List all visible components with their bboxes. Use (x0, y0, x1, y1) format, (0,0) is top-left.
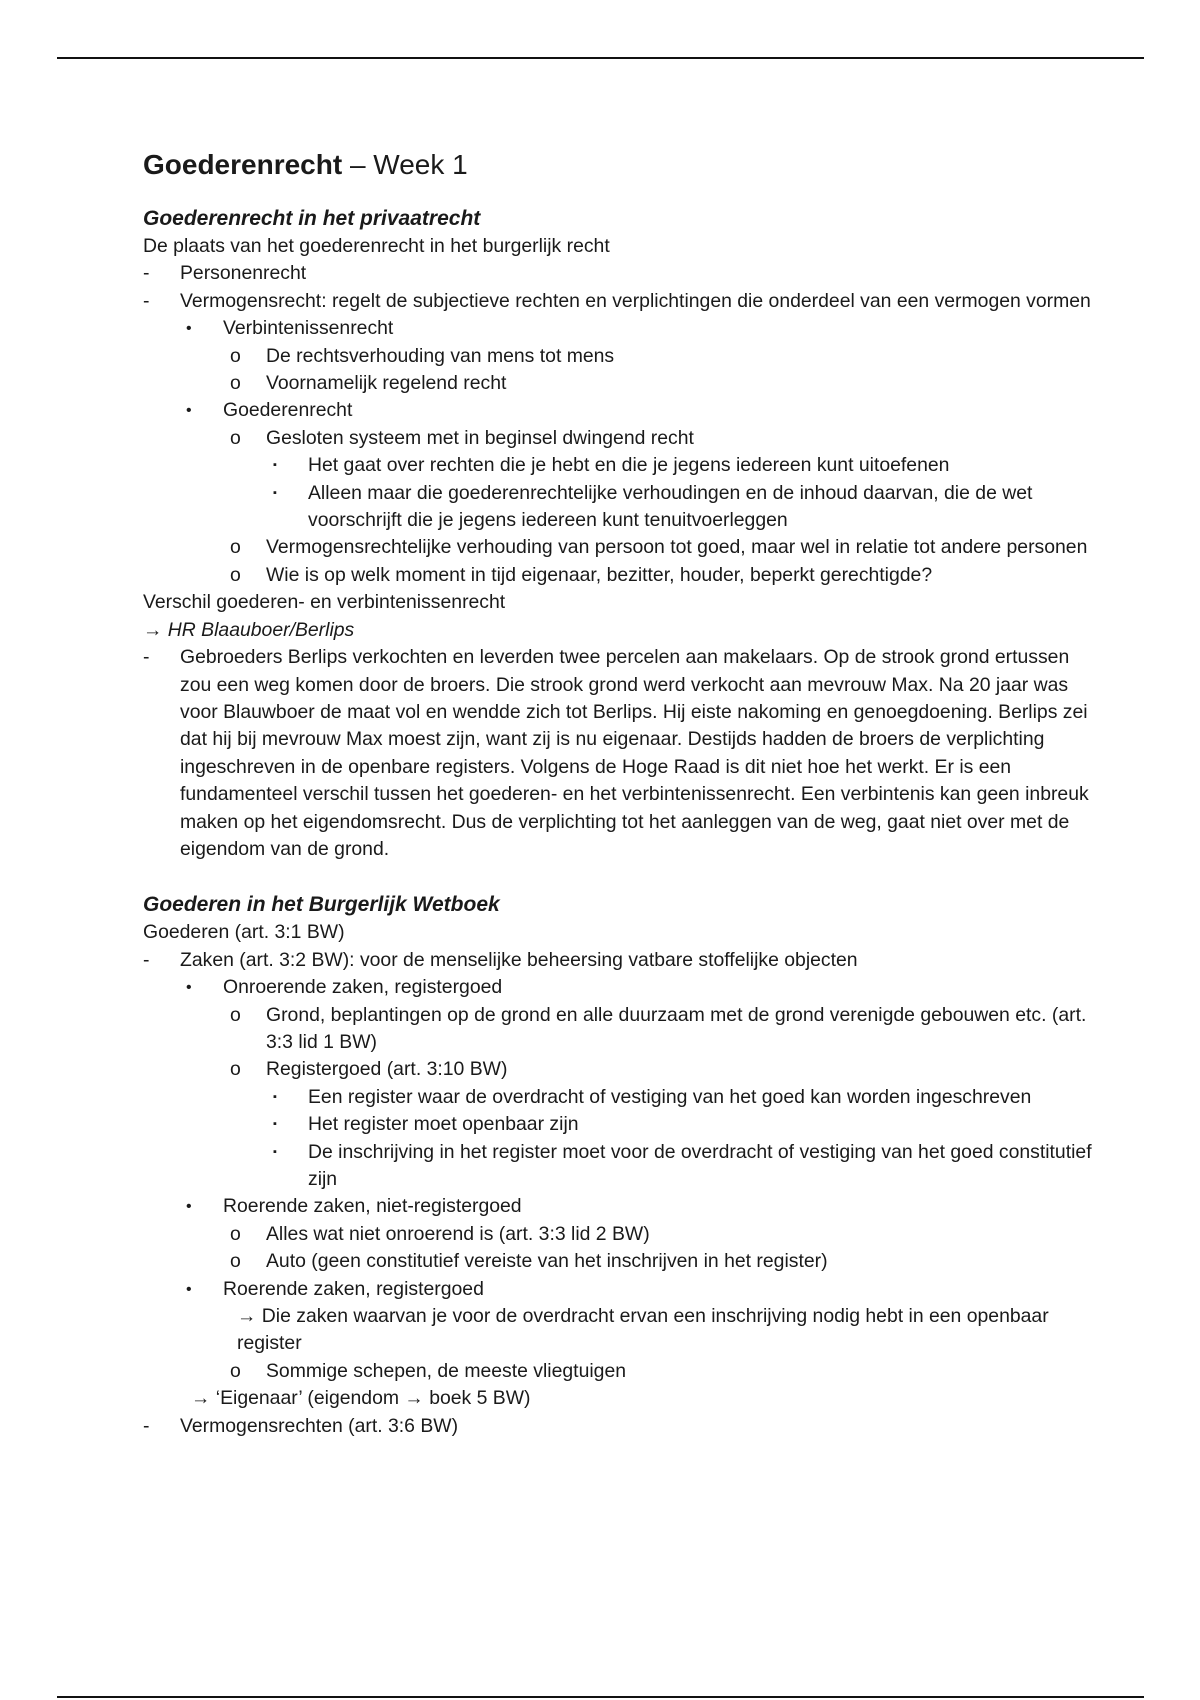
list-item-text: Roerende zaken, niet-registergoed (223, 1195, 522, 1218)
page-title (143, 145, 1103, 185)
bullet-marker: • (186, 979, 192, 997)
list-item-text: Grond, beplantingen op de grond en alle duurzaam met de grond verenigde gebouwen etc. (art. 3:3 lid 1 BW) (266, 1003, 1087, 1053)
circle-marker: o (230, 563, 241, 586)
document-body (143, 145, 1103, 1440)
section-heading: Goederenrecht in het privaatrecht (143, 207, 481, 230)
list-item-text: Het gaat over rechten die je hebt en die je jegens iedereen kunt uitoefenen (308, 454, 950, 477)
list-item (143, 343, 1103, 370)
list-item (143, 947, 1103, 974)
list-item (143, 1248, 1103, 1275)
circle-marker: o (230, 1250, 241, 1273)
square-marker: ▪ (273, 1118, 277, 1131)
list-item-text: Vermogensrecht: regelt de subjectieve rechten en verplichtingen die onderdeel van een vermogen vormen (180, 289, 1091, 312)
list-item (143, 562, 1103, 589)
list-item (143, 1193, 1103, 1220)
list-item-text: Alles wat niet onroerend is (art. 3:3 lid 2 BW) (266, 1222, 650, 1245)
paragraph: De plaats van het goederenrecht in het burgerlijk recht (143, 235, 610, 257)
list-item-text: Alleen maar die goederenrechtelijke verhoudingen en de inhoud daarvan, die de wet voorschrijft die je jegens iedereen kunt tenuitvoerleggen (308, 481, 1033, 532)
header-rule (57, 57, 1144, 59)
list-item-text: De rechtsverhouding van mens tot mens (266, 344, 615, 367)
square-marker: ▪ (273, 486, 277, 499)
paragraph: Goederen (art. 3:1 BW) (143, 921, 345, 944)
list-item-text: Wie is op welk moment in tijd eigenaar, bezitter, houder, beperkt gerechtigde? (266, 563, 933, 586)
list-item (143, 1413, 1103, 1440)
list-item-text: Verbintenissenrecht (223, 317, 394, 340)
spacer (143, 863, 1103, 891)
list-item (143, 1002, 1103, 1057)
arrow-note: → Die zaken waarvan je voor de overdracht ervan een inschrijving nodig hebt in een openbaar register (237, 1305, 1049, 1355)
dash-marker: - (143, 1414, 150, 1437)
list-item-text: Gebroeders Berlips verkochten en leverden twee percelen aan makelaars. Op de strook grond ertussen zou een weg komen door de broers. Die strook grond werd verkocht aan mevrouw Max. Na 20 jaar was voor Blauwboer de maat vol en wendde zich tot Berlips. Hij eiste nakoming en genoegdoening. Berlips zei dat hij bij mevrouw Max moest zijn, want zij is nu eigenaar. Destijds hadden de broers de verplichting ingeschreven in de openbare registers. Volgens de Hoge Raad is dit niet hoe het werkt. Er is een fundamenteel verschil tussen het goederen- en het verbintenissenrecht. Een verbintenis kan geen inbreuk maken op het eigendomsrecht. Dus de verplichting tot het aanleggen van de weg, gaat niet over met de eigendom van de grond. (180, 646, 1089, 860)
title-bold: Goederenrecht (143, 149, 343, 180)
bullet-marker: • (186, 402, 192, 420)
square-marker: ▪ (273, 1090, 277, 1103)
list-item-text: Goederenrecht (223, 399, 353, 422)
list-item (143, 370, 1103, 397)
circle-marker: o (230, 1222, 241, 1245)
circle-marker: o (230, 344, 241, 367)
list-item-text: Personenrecht (180, 262, 307, 285)
dash-marker: - (143, 948, 150, 971)
circle-marker: o (230, 536, 241, 559)
list-item (143, 1276, 1103, 1303)
circle-marker: o (230, 1003, 241, 1026)
case-reference: → HR Blaauboer/Berlips (143, 618, 355, 641)
list-item-text: Onroerende zaken, registergoed (223, 976, 503, 999)
circle-marker: o (230, 372, 241, 395)
bullet-marker: • (186, 1280, 192, 1298)
list-item-text: De inschrijving in het register moet voor de overdracht of vestiging van het goed constitutief zijn (308, 1140, 1092, 1190)
list-item-text: Registergoed (art. 3:10 BW) (266, 1058, 508, 1081)
list-item-text: Auto (geen constitutief vereiste van het inschrijven in het register) (266, 1250, 828, 1273)
dash-marker: - (143, 262, 150, 285)
list-item (143, 315, 1103, 342)
list-item (143, 1056, 1103, 1083)
list-item-text: Roerende zaken, registergoed (223, 1277, 484, 1300)
list-item (143, 1111, 1103, 1138)
title-rest: – Week 1 (342, 149, 468, 180)
list-item (143, 1358, 1103, 1385)
arrow-note: → ‘Eigenaar’ (eigendom → boek 5 BW) (191, 1387, 531, 1410)
dash-marker: - (143, 646, 150, 669)
list-item-text: Het register moet openbaar zijn (308, 1113, 579, 1136)
square-marker: ▪ (273, 459, 277, 472)
square-marker: ▪ (273, 1145, 277, 1158)
list-item-text: Gesloten systeem met in beginsel dwingend recht (266, 426, 694, 449)
list-item (143, 288, 1103, 315)
bullet-marker: • (186, 320, 192, 338)
list-item (143, 260, 1103, 287)
list-item-text: Vermogensrechten (art. 3:6 BW) (180, 1414, 459, 1437)
list-item (143, 397, 1103, 424)
list-item-text: Voornamelijk regelend recht (266, 372, 507, 395)
circle-marker: o (230, 426, 241, 449)
footer-rule (57, 1696, 1144, 1698)
list-item (143, 1221, 1103, 1248)
list-item-text: Een register waar de overdracht of vestiging van het goed kan worden ingeschreven (308, 1085, 1032, 1108)
list-item (143, 480, 1103, 535)
list-item (143, 644, 1103, 863)
paragraph: Verschil goederen- en verbintenissenrecht (143, 591, 506, 614)
list-item (143, 974, 1103, 1001)
circle-marker: o (230, 1058, 241, 1081)
list-item-text: Zaken (art. 3:2 BW): voor de menselijke beheersing vatbare stoffelijke objecten (180, 948, 858, 971)
list-item (143, 452, 1103, 479)
list-item-text: Sommige schepen, de meeste vliegtuigen (266, 1359, 627, 1382)
bullet-marker: • (186, 1198, 192, 1216)
list-item-text: Vermogensrechtelijke verhouding van persoon tot goed, maar wel in relatie tot andere personen (266, 536, 1088, 559)
circle-marker: o (230, 1359, 241, 1382)
section-heading: Goederen in het Burgerlijk Wetboek (143, 893, 500, 917)
list-item (143, 534, 1103, 561)
list-item (143, 1084, 1103, 1111)
list-item (143, 425, 1103, 452)
list-item (143, 1139, 1103, 1194)
dash-marker: - (143, 289, 150, 312)
